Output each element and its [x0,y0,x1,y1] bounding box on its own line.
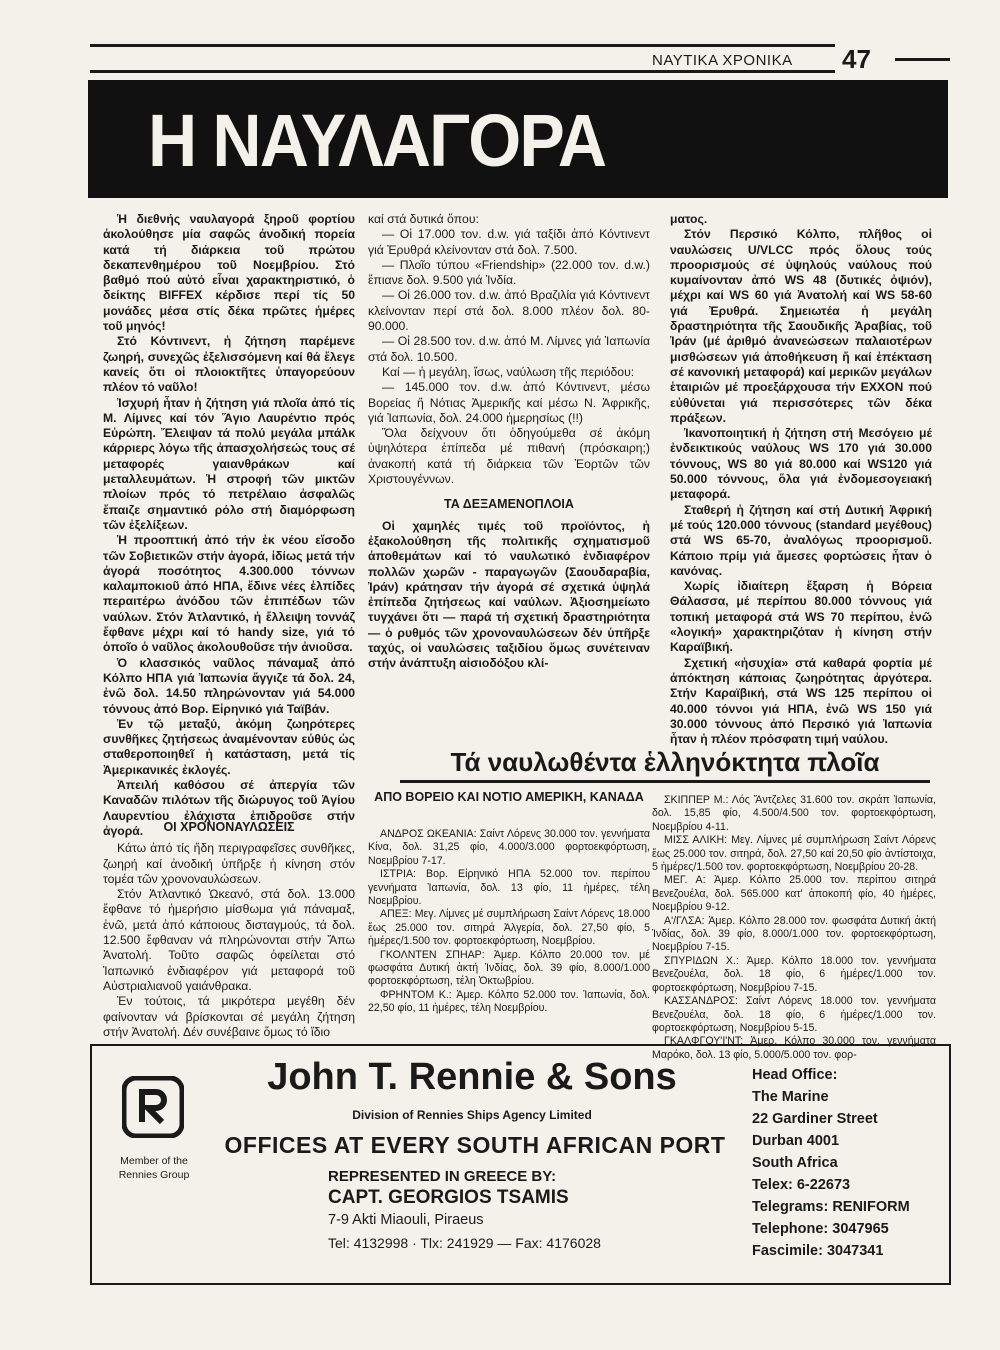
paragraph: — Πλοῖο τύπου «Friendship» (22.000 τον. d.w.) ἔπιανε δολ. 9.500 γιά Ἰνδία. [368,257,650,288]
company-name: John T. Rennie & Sons [267,1056,677,1098]
section-title: ΝΑΥΤΙΚΑ ΧΡΟΝΙΚΑ [652,52,793,69]
head-office-line: The Marine [752,1089,829,1105]
ships-list-right [652,794,936,1062]
company-division: Division of Rennies Ships Agency Limited [352,1108,592,1122]
ships-heading: Τά ναυλωθέντα ἑλληνόκτητα πλοῖα [400,747,930,783]
tanker-heading: ΤΑ ΔΕΞΑΜΕΝΟΠΛΟΙΑ [444,497,574,512]
ships-list-left [368,828,650,1016]
paragraph: Ἐν τῷ μεταξύ, ἀκόμη ζωηρότερες συνθῆκες ζητήσεως ἀναμένονταν εὐθύς ὡς σταθεροποιηθεῖ ἡ κατάσταση, μετά τίς Ἀμερικανικές ἐκλογές. [103,716,355,777]
paragraph: Στό Κόντινεντ, ἡ ζήτηση παρέμενε ζωηρή, συνεχῶς ἐξελισσόμενη καί θά ἔλεγε κανείς ὅτι οἱ πλοιοκτῆτες ὑπαγορεύουν πλέον τό ναῦλο! [103,334,355,395]
paragraph: Χωρίς ἰδιαίτερη ἔξαρση ἡ Βόρεια Θάλασσα, μέ περίπου 80.000 τόννους γιά τοπική μεταφορά στά WS 70 περίπου, ἐνῶ «λογική» χαρακτηριζόταν ἡ κίνηση στήν Καραϊβική. [670,579,932,655]
head-office-line: South Africa [752,1155,838,1171]
timecharter-paragraphs [103,841,355,1040]
offices-line: OFFICES AT EVERY SOUTH AFRICAN PORT [224,1132,726,1158]
ship-entry: Α'/ΓΛΣΑ: Ἀμερ. Κόλπο 28.000 τον. φωσφάτα Δυτική ἀκτή Ἰνδίας, δολ. 39 φίο, 8.000/1.000 τον. φορτοεκφόρτωση, Νοεμβρίου 7-15. [652,914,936,954]
head-office-line: Telex: 6-22673 [752,1177,851,1193]
ship-entry: ΜΕΓ. Α: Ἀμερ. Κόλπο 25.000 τον. περίπου σιτηρά Βενεζουέλα, δολ. 565.000 κατ' ἀποκοπή φίο, 40 ἡμέρες, Νοεμβρίου 9-12. [652,874,936,914]
paragraph: — Οἱ 26.000 τον. d.w. ἀπό Βραζιλία γιά Κόντινεντ κλείνονταν περί στά δολ. 8.000 πλέον δολ. 80-90.000. [368,288,650,334]
advertisement [90,1044,951,1285]
col2-paragraphs [368,212,650,487]
paragraph: Ἐν τούτοις, τά μικρότερα μεγέθη δέν φαίνονταν νά βρίσκονται σέ μεγάλη ζήτηση στήν Ἀνατολή. Δέν συνέβαινε ὅμως τό ἴδιο [103,994,355,1039]
paragraph: Σχετική «ἡσυχία» στά καθαρά φορτία μέ ἀπόκτηση κάποιας ζωηρότητας ἀργότερα. Στήν Καραϊβική, στά WS 125 περίπου οἱ 40.000 τόννοι γιά ΗΠΑ, ἐνῶ WS 150 γιά 30.000 τόννους ἀπό Περσικό γιά Ἰαπωνία ἦταν ἡ πλέον πρόσφατη τιμή ναύλου. [670,655,932,747]
paragraph: Ὅλα δείχνουν ὅτι ὁδηγούμεθα σέ ἀκόμη ὑψηλότερα ἐπίπεδα μέ πιθανή (πρόσκαιρη;) ἀνακοπή κατά τή διάρκεια τῶν Ἑορτῶν τῶν Χριστουγέννων. [368,426,650,487]
representative-contacts: Tel: 4132998 · Tlx: 241929 — Fax: 4176028 [328,1235,601,1251]
paragraph: Κάτω ἀπό τίς ἤδη περιγραφεῖσες συνθῆκες, ζωηρή καί ἀνοδική ὑπῆρξε ἡ κίνηση στόν τομέα τῶν χρονοναυλώσεων. [103,841,355,886]
paragraph: — Οἱ 17.000 τον. d.w. γιά ταξίδι ἀπό Κόντινεντ γιά Ἐρυθρά κλείνονταν στά δολ. 7.500. [368,227,650,257]
head-office-line: Durban 4001 [752,1133,840,1149]
top-rule-left [90,44,835,47]
paragraph: — Οἱ 28.500 τον. d.w. ἀπό Μ. Λίμνες γιά Ἰαπωνία στά δολ. 10.500. [368,334,650,364]
tanker-paragraph: Οἱ χαμηλές τιμές τοῦ προϊόντος, ἡ ἐξακολούθηση τῆς πολιτικῆς σχηματισμοῦ ἀποθεμάτων καί τό ναυλωτικό ἐνδιαφέρον πολλῶν χωρῶν - παραγωγῶν (Σαουδαραβία, Ἰράν) κράτησαν τήν ἀγορά σέ σχετικά ὑψηλά ἐπίπεδα ζητήσεως καί ναύλων. Ἀξιοσημείωτο τυγχάνει ὅτι — παρά τή σχετική δραστηριότητα — ὁ ρυθμός τῶν χρονοναυλώσεων δέν ὑπῆρξε ταχύς, οἱ ναυλώσεις ταξιδίου ὅμως συνέτειναν στήν ἀνάπτυξη αἰσιοδόξου κλί- [368,518,650,671]
top-rule-under [90,70,835,73]
paragraph: — 145.000 τον. d.w. ἀπό Κόντινεντ, μέσω Βορείας ἤ Νότιας Ἀμερικῆς καί μέσω Ν. Ἀφρικῆς, γιά Ἰαπωνία, δολ. 24.000 ἡμερησίως (!!) [368,380,650,425]
ship-entry: ΙΣΤΡΙΑ: Βορ. Εἰρηνικό ΗΠΑ 52.000 τον. περίπου γεννήματα Ἰαπωνία, δολ. 13 φίο, 11 ἡμέρες, τέλη Νοεμβρίου. [368,868,650,908]
title-banner [88,80,948,198]
page-number: 47 [842,44,871,74]
paragraph: Ἡ προοπτική ἀπό τήν ἐκ νέου εἴσοδο τῶν Σοβιετικῶν στήν ἀγορά, ἰδίως μετά τήν ἀγορά ποσότητος 4.300.000 τόννων καλαμποκιοῦ ἀπό ΗΠΑ, ἔδινε νέες ἐλπίδες περαιτέρω ἀνόδου τῶν ἐπιπέδων τῶν ναύλων. Στόν Ἀτλαντικό, ἡ ἔλλειψη τοννάζ ἔφθανε μέχρι καί τό handy size, γιά τό ὁποῖο ὁ ναῦλος ἀκολουθοῦσε τήν ἀνιοῦσα. [103,533,355,655]
member-note: Member of the Rennies Group [118,1155,190,1181]
ship-entry: ΣΚΙΠΠΕΡ Μ.: Λός Ἄντζελες 31.600 τον. σκράπ Ἰαπωνία, δολ. 15,85 φίο, 4.500/4.500 τον. φορτοεκφόρτωση, Νοεμβρίου 4-11. [652,794,936,833]
representative-name: CAPT. GEORGIOS TSAMIS [328,1187,569,1208]
paragraph: καί στά δυτικά ὅπου: [368,212,479,226]
head-office-line: Telegrams: RENIFORM [752,1199,910,1215]
timecharter-heading: ΟΙ ΧΡΟΝΟΝΑΥΛΩΣΕΙΣ [163,820,295,834]
article-column-3 [670,212,932,747]
paragraph: Ἀπειλή καθόσου σέ ἀπεργία τῶν Καναδῶν πιλότων τῆς διώρυγος τοῦ Ἁγίου Λαυρεντίου ἐλάχιστα ἐπιδροῦσε στήν ἀγορά. [103,777,355,838]
article-column-1 [103,212,355,839]
paragraph: ματος. [670,212,708,226]
paragraph: Ὁ κλασσικός ναῦλος πάναμαξ ἀπό Κόλπο ΗΠΑ γιά Ἰαπωνία ἄγγιζε τά δολ. 24, ἐνῶ δολ. 14.50 πληρώνονταν γιά 54.000 τόννους ἀπό Βορ. Εἰρηνικό γιά Ταϊβάν. [103,655,355,716]
representative-address: 7-9 Akti Miaouli, Piraeus [328,1212,484,1228]
ships-subheading: ΑΠΟ ΒΟΡΕΙΟ ΚΑΙ ΝΟΤΙΟ ΑΜΕΡΙΚΗ, ΚΑΝΑΔΑ [374,790,644,804]
represented-line: REPRESENTED IN GREECE BY: [328,1168,557,1185]
head-office-line: Telephone: 3047965 [752,1221,889,1237]
article-column-1-timecharter [103,810,355,1040]
head-office-line: 22 Gardiner Street [752,1111,878,1127]
head-office-line: Head Office: [752,1067,838,1083]
ship-entry: ΦΡΗΝΤΟΜ Κ.: Ἀμερ. Κόλπο 52.000 τον. Ἰαπωνία, δολ. 22,50 φίο, 11 ἡμέρες, τέλη Νοεμβρίου. [368,988,650,1015]
rennies-logo-icon [122,1076,184,1138]
paragraph: Σταθερή ἡ ζήτηση καί στή Δυτική Ἀφρική μέ τούς 120.000 τόννους (standard μεγέθους) στά WS 65-70, ἀναλόγως προορισμοῦ. Κάποιο πρίμ γιά ἄμεσες φορτώσεις ἦταν ὁ κανόνας. [670,502,932,578]
top-rule-right [895,58,950,61]
banner-title: Η ΝΑΥΛΑΓΟΡΑ [148,99,606,182]
ship-entry: ΓΚΟΛΝΤΕΝ ΣΠΗΑΡ: Ἀμερ. Κόλπο 20.000 τον. μέ φωσφάτα Δυτική ἀκτή Ἰνδίας, δολ. 39 φίο, 8.000/1.000 φορτοεκφόρτωση, τέλη Ὀκτωβρίου. [368,948,650,988]
ship-entry: ΣΠΥΡΙΔΩΝ Χ.: Ἀμερ. Κόλπο 18.000 τον. γεννήματα Βενεζουέλα, δολ. 18 φίο, 6 ἡμέρες/1.000 τον. φορτοεκφόρτωση, Νοεμβρίου 7-15. [652,954,936,994]
paragraph: Καί — ἡ μεγάλη, ἴσως, ναύλωση τῆς περιόδου: [382,364,635,379]
article-column-2 [368,212,650,672]
paragraph: Ἰσχυρή ἦταν ἡ ζήτηση γιά πλοῖα ἀπό τίς Μ. Λίμνες καί τόν Ἅγιο Λαυρέντιο πρός Εὐρώπη. Ἔλειψαν τά πολύ μεγάλα μπάλκ κάρριερς λόγω τῆς ἀπασχολήσεώς τους σέ μεταφορές γαιανθράκων καί μεταλλευμάτων. Ἡ στροφή τῶν μικτῶν πλοίων πρός τό πετρέλαιο ἀσφαλῶς ἔπαιζε σημαντικό ρόλο στή διαμόρφωση τῶν ἐξελίξεων. [103,395,355,532]
paragraph: Στόν Περσικό Κόλπο, πλῆθος οἱ ναυλώσεις U/VLCC πρός ὅλους τούς προορισμούς σέ ὑψηλούς ναύλους πού κυμαίνονταν ἀπό WS 48 (δυτικές ὀψιόν), μέχρι καί WS 60 γιά Ἀνατολή καί WS 58-60 γιά Ἐρυθρά. Σημειωτέα ἡ μεγάλη δραστηριότητα τῆς Σαουδικῆς Ἀραβίας, τοῦ Ἰράν (μέ ἀριθμό ἀνανεώσεων παλαιοτέρων μισθώσεων γιά ἀποθήκευση ἤ καί ἐπέκταση σέ κανονική μεταφορά) καί μερικῶν μεγάλων ἑταιριῶν μέ προεξάρχουσα τήν EXXON πού εὐθύνεται γιά περισσότερες τῶν δέκα πράξεων. [670,227,932,425]
head-office-block [752,1064,910,1262]
ship-entry: ΚΑΣΣΑΝΔΡΟΣ: Σαίντ Λόρενς 18.000 τον. γεννήματα Βενεζουέλα, δολ. 18 φίο, 6 ἡμέρες/1.000 τον. φορτοεκφόρτωση, Νοεμβρίου 5-15. [652,995,936,1034]
head-office-line: Fascimile: 3047341 [752,1243,884,1259]
paragraph: Ἱκανοποιητική ἡ ζήτηση στή Μεσόγειο μέ ἐνδεικτικούς ναύλους WS 170 γιά 30.000 τόννους, WS 80 γιά 80.000 καί WS120 γιά 50.000 τόννους, ὅλα γιά ἐνδομεσογειακή μεταφορά. [670,426,932,502]
ship-entry: ΑΠΕΞ: Μεγ. Λίμνες μέ συμπλήρωση Σαίντ Λόρενς 18.000 ἕως 25.000 τον. σιτηρά Ἀλγερία, δολ. 27,50 φίο, 5 ἡμέρες/1.500 τον. φορτοεκφόρτωση, Νοεμβρίου. [368,908,650,948]
paragraph: Στόν Ἀτλαντικό Ὠκεανό, στά δολ. 13.000 ἔφθανε τό ἡμερήσιο μίσθωμα γιά πάναμαξ, ἐνῶ, μετά ἀπό κάποιους δισταγμούς, τά δολ. 12.500 ἔφθαναν νά πληρώνονται στήν Ἄπω Ἀνατολή. Τοῦτο σαφῶς ὀφείλεται στό Ἰαπωνικό ἐνδιαφέρον γιά μεταφορά τοῦ Αὐστριαλιανοῦ γαιάνθρακα. [103,887,355,993]
paragraph: Ἡ διεθνής ναυλαγορά ξηροῦ φορτίου ἀκολούθησε μία σαφῶς ἀνοδική πορεία κατά τή διάρκεια τοῦ πρώτου δεκαπενθημέρου τοῦ Νοεμβρίου. Στό βαθμό πού αὐτό εἶναι χαρακτηριστικό, ὁ δείκτης BIFFEX κέρδισε περί τίς 50 μονάδες μέσα στίς δέκα πρῶτες ἡμέρες τοῦ μηνός! [103,212,355,334]
ship-entry: ΑΝΔΡΟΣ ΩΚΕΑΝΙΑ: Σαίντ Λόρενς 30.000 τον. γεννήματα Κίνα, δολ. 31,25 φίο, 4.000/3.000 φορτοεκφόρτωση, Νοεμβρίου 7-17. [368,828,650,867]
ship-entry: ΓΚΑΛΦΓΟΥ'Ι'ΝΤ: Ἀμερ. Κόλπο 30.000 τον. γεννήματα Μαρόκο, δολ. 13 φίο, 5.000/5.000 τον. φορ- [652,1035,936,1061]
ship-entry: ΜΙΣΣ ΑΛΙΚΗ: Μεγ. Λίμνες μέ συμπλήρωση Σαίντ Λόρενς ἕως 25.000 τον. σιτηρά, δολ. 27,50 καί 20,50 φίο ἀντίστοιχα, 5 ἡμέρες/1.500 τον. φορτοεκφόρτωση, Νοεμβρίου 20-28. [652,834,936,874]
